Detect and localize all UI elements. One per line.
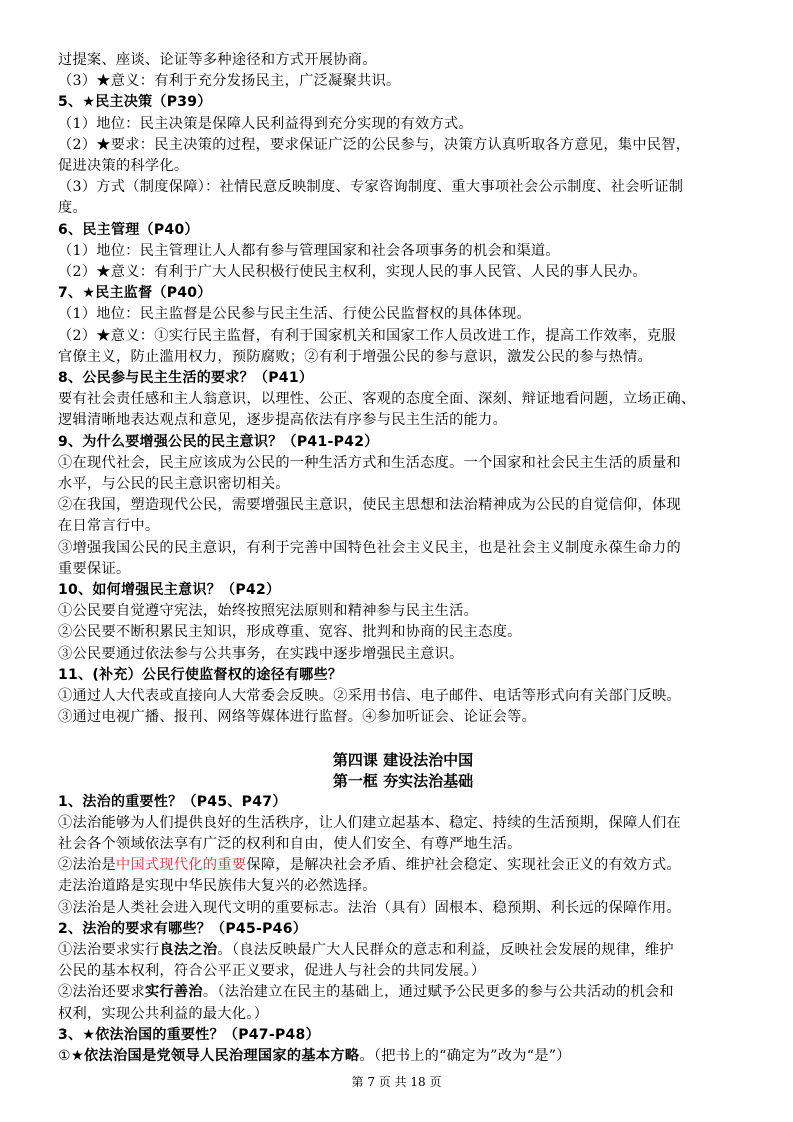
text-line: 走法治道路是实现中华民族伟大复兴的必然选择。	[58, 878, 377, 895]
lesson-title: 第四课 建设法治中国	[332, 750, 474, 769]
text-line: 度。	[58, 200, 87, 217]
text-line: 权利，实现公共利益的最大化。）	[58, 1005, 269, 1022]
text-line: 在日常言行中。	[58, 518, 160, 535]
text-line: 官僚主义，防止滥用权力，预防腐败；②有利于增强公民的参与意识，激发公民的参与热情。	[58, 348, 652, 365]
text-line: ①法治能够为人们提供良好的生活秩序，让人们建立起基本、稳定、持续的生活预期，保障人们在	[58, 814, 681, 831]
text-run: 。（良法反映最广大人民群众的意志和利益，反映社会发展的规律，维护	[217, 941, 674, 958]
text-line: ①通过人大代表或直接向人大常委会反映。②采用书信、电子邮件、电话等形式向有关部门反映。	[58, 688, 681, 705]
text-line: （2）★意义：有利于广大人民积极行使民主权利，实现人民的事人民管、人民的事人民办。	[58, 264, 647, 281]
text-line: 重要保证。	[58, 560, 131, 577]
text-run: ②法治还要求	[58, 984, 145, 1001]
text-line: 促进决策的科学化。	[58, 158, 189, 175]
text-line: （1）地位：民主决策是保障人民利益得到充分实现的有效方式。	[58, 115, 473, 132]
document-page	[58, 50, 748, 1067]
section-heading: 1、法治的重要性？（P45、P47）	[58, 793, 287, 810]
text-line	[58, 982, 748, 1003]
text-line: 过提案、座谈、论证等多种途径和方式开展协商。	[58, 52, 377, 68]
text-line: ③公民要通过依法参与公共事务，在实践中逐步增强民主意识。	[58, 645, 464, 662]
spacer	[58, 729, 748, 750]
text-line: ①在现代社会，民主应该成为公民的一种生活方式和生活态度。一个国家和社会民主生活的质量和	[58, 454, 681, 471]
text-line	[58, 855, 748, 876]
text-line: （3）★意义：有利于充分发扬民主，广泛凝聚共识。	[58, 73, 401, 90]
section-heading: 11、(补充）公民行使监督权的途径有哪些？	[58, 666, 343, 683]
text-line: 水平，与公民的民主意识密切相关。	[58, 476, 290, 493]
text-line: （2）★意义：①实行民主监督，有利于国家机关和国家工作人员改进工作，提高工作效率，克服	[58, 327, 676, 344]
section-heading: 8、公民参与民主生活的要求？（P41）	[58, 370, 314, 387]
text-run: 。（法治建立在民主的基础上，通过赋予公民更多的参与公共活动的机会和	[202, 984, 674, 1001]
text-line	[58, 1046, 748, 1067]
section-heading: 6、民主管理（P40）	[58, 221, 199, 238]
bold-text: ★依法治国是党领导人民治理国家的基本方略	[71, 1047, 360, 1064]
bold-text: 实行善治	[144, 984, 203, 1001]
text-run: 保障，是解决社会矛盾、维护社会稳定、实现社会正义的有效方式。	[246, 857, 681, 874]
text-line: 公民的基本权利，符合公平正义要求，促进人与社会的共同发展。）	[58, 963, 486, 980]
text-line: 逻辑清晰地表达观点和意见，逐步提高依法有序参与民主生活的能力。	[58, 412, 508, 429]
section-heading: 7、★民主监督（P40）	[58, 285, 212, 302]
section-heading: 2、法治的要求有哪些？（P45-P46）	[58, 920, 308, 937]
section-heading: 5、★民主决策（P39）	[58, 94, 212, 111]
text-line: ②公民要不断积累民主知识，形成尊重、宽容、批判和协商的民主态度。	[58, 624, 522, 641]
highlighted-text: 中国式现代化的重要	[115, 857, 247, 874]
text-run: 。（把书上的“确定为”改为“是”）	[359, 1047, 571, 1064]
text-run: ①法治要求实行	[58, 941, 160, 958]
text-line: （1）地位：民主监督是公民参与民主生活、行使公民监督权的具体体现。	[58, 306, 531, 323]
text-line: 社会各个领域依法享有广泛的权利和自由，使人们安全、有尊严地生活。	[58, 835, 522, 852]
text-line: ③增强我国公民的民主意识，有利于完善中国特色社会主义民主，也是社会主义制度永葆生命力的	[58, 539, 681, 556]
section-heading: 3、★依法治国的重要性？（P47-P48）	[58, 1026, 320, 1043]
text-line: ③通过电视广播、报刊、网络等媒体进行监督。④参加听证会、论证会等。	[58, 709, 537, 726]
section-heading: 9、为什么要增强公民的民主意识？（P41-P42）	[58, 433, 379, 450]
text-line: （2）★要求：民主决策的过程，要求保证广泛的公民参与，决策方认真听取各方意见，集中民智，	[58, 136, 691, 153]
section-title: 第一框 夯实法治基础	[332, 771, 474, 790]
text-line: ①公民要自觉遵守宪法，始终按照宪法原则和精神参与民主生活。	[58, 603, 479, 620]
text-line: （1）地位：民主管理让人人都有参与管理国家和社会各项事务的机会和渠道。	[58, 242, 560, 259]
page-footer: 第 7 页 共 18 页	[351, 1075, 442, 1089]
text-line: ③法治是人类社会进入现代文明的重要标志。法治（具有）固根本、稳预期、利长远的保障作用。	[58, 899, 681, 916]
section-heading: 10、如何增强民主意识？（P42）	[58, 582, 281, 599]
text-run: ①	[58, 1047, 72, 1064]
text-line: （3）方式（制度保障）：社情民意反映制度、专家咨询制度、重大事项社会公示制度、社会听证制	[58, 179, 684, 196]
text-line	[58, 940, 748, 961]
bold-text: 良法之治	[159, 941, 218, 958]
text-run: ②法治是	[58, 857, 116, 874]
text-line: ②在我国，塑造现代公民，需要增强民主意识，使民主思想和法治精神成为公民的自觉信仰，体现	[58, 497, 681, 514]
text-line: 要有社会责任感和主人翁意识，以理性、公正、客观的态度全面、深刻、辩证地看问题，立场正确、	[58, 391, 696, 408]
